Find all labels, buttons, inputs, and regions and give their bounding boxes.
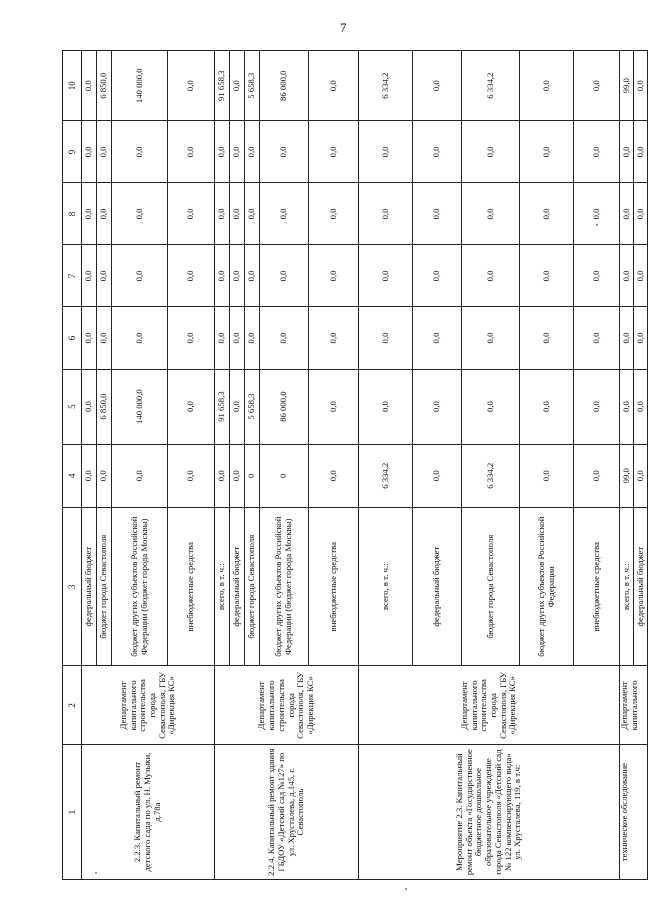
- amount-cell: 6 850,0: [97, 369, 112, 444]
- amount-cell: 0,0: [82, 51, 97, 121]
- amount-cell: 0,0: [359, 183, 413, 245]
- amount-cell: 0,0: [82, 183, 97, 245]
- amount-cell: 0: [245, 444, 260, 507]
- column-number-cell: 2: [63, 666, 82, 745]
- amount-cell: 0,0: [112, 444, 168, 507]
- amount-cell: 0,0: [168, 444, 215, 507]
- amount-cell: 0,0: [245, 245, 260, 307]
- amount-cell: 0,0: [309, 245, 359, 307]
- funding-source-cell: федеральный бюджет: [82, 507, 97, 666]
- executor-cell: Департамент капитального строительства города Севастополя, ГБУ «Дирекция КС»: [215, 666, 359, 745]
- amount-cell: 6 850,0: [97, 51, 112, 121]
- amount-cell: 0,0: [574, 245, 620, 307]
- amount-cell: 6 334,2: [359, 444, 413, 507]
- amount-cell: 0,0: [520, 183, 574, 245]
- amount-cell: 0,0: [574, 307, 620, 369]
- column-number-row: [63, 51, 82, 880]
- amount-cell: 0,0: [97, 444, 112, 507]
- amount-cell: 0,0: [112, 307, 168, 369]
- funding-source-cell: всего, в т. ч.:: [359, 507, 413, 666]
- amount-cell: 140 000,0: [112, 369, 168, 444]
- funding-source-cell: внебюджетные средства: [574, 507, 620, 666]
- amount-cell: 0,0: [520, 245, 574, 307]
- amount-cell: 0,0: [309, 369, 359, 444]
- amount-cell: 0,0: [97, 245, 112, 307]
- amount-cell: 0,0: [520, 369, 574, 444]
- amount-cell: 0,0: [230, 183, 245, 245]
- table-row: [620, 51, 634, 880]
- amount-cell: 0,0: [634, 444, 648, 507]
- amount-cell: 0,0: [260, 245, 309, 307]
- column-number-cell: 9: [63, 121, 82, 183]
- amount-cell: 0,0: [168, 183, 215, 245]
- funding-source-cell: федеральный бюджет: [413, 507, 462, 666]
- amount-cell: 86 000,0: [260, 369, 309, 444]
- amount-cell: 0,0: [230, 369, 245, 444]
- amount-cell: 0,0: [520, 121, 574, 183]
- amount-cell: 86 000,0: [260, 51, 309, 121]
- amount-cell: 0,0: [309, 51, 359, 121]
- amount-cell: 0,0: [260, 307, 309, 369]
- amount-cell: 0,0: [574, 183, 620, 245]
- amount-cell: 0,0: [168, 369, 215, 444]
- column-number-cell: 3: [63, 507, 82, 666]
- column-number-cell: 6: [63, 307, 82, 369]
- amount-cell: 0,0: [97, 307, 112, 369]
- amount-cell: 0,0: [112, 245, 168, 307]
- amount-cell: 91 658,3: [215, 51, 230, 121]
- amount-cell: 99,0: [620, 51, 634, 121]
- amount-cell: 91 658,3: [215, 369, 230, 444]
- amount-cell: 0,0: [462, 369, 520, 444]
- amount-cell: 0,0: [245, 121, 260, 183]
- amount-cell: 0,0: [620, 121, 634, 183]
- amount-cell: 0,0: [260, 121, 309, 183]
- amount-cell: 0,0: [634, 183, 648, 245]
- amount-cell: 0,0: [359, 245, 413, 307]
- amount-cell: 6 334,2: [462, 51, 520, 121]
- amount-cell: 0,0: [413, 245, 462, 307]
- amount-cell: 0,0: [413, 444, 462, 507]
- funding-source-cell: внебюджетные средства: [309, 507, 359, 666]
- amount-cell: 0,0: [245, 307, 260, 369]
- funding-source-cell: федеральный бюджет: [634, 507, 648, 666]
- funding-source-cell: бюджет города Севастополя: [97, 507, 112, 666]
- amount-cell: 0,0: [634, 369, 648, 444]
- amount-cell: 0,0: [574, 51, 620, 121]
- amount-cell: 0,0: [634, 307, 648, 369]
- table-row: [215, 51, 230, 880]
- amount-cell: 0,0: [215, 307, 230, 369]
- amount-cell: 0,0: [520, 51, 574, 121]
- amount-cell: 0,0: [112, 183, 168, 245]
- amount-cell: 0,0: [112, 121, 168, 183]
- amount-cell: 0,0: [230, 307, 245, 369]
- amount-cell: 0,0: [574, 444, 620, 507]
- amount-cell: 0,0: [520, 307, 574, 369]
- amount-cell: 0,0: [215, 121, 230, 183]
- measure-name-cell: Мероприятие 2.3. Капитальный ремонт объекта «Государственное бюджетное дошкольное образовательное учреждение города Севастополя «Детский сад № 122 компенсирующего вида» ул. Хрусталева, 119, в т.ч:: [359, 745, 620, 880]
- amount-cell: 0,0: [245, 183, 260, 245]
- amount-cell: 0,0: [260, 183, 309, 245]
- amount-cell: 0,0: [230, 51, 245, 121]
- amount-cell: 0: [260, 444, 309, 507]
- amount-cell: 0,0: [359, 307, 413, 369]
- amount-cell: 0,0: [309, 183, 359, 245]
- funding-source-cell: внебюджетные средства: [168, 507, 215, 666]
- amount-cell: 0,0: [574, 121, 620, 183]
- amount-cell: 0,0: [620, 245, 634, 307]
- amount-cell: 0,0: [97, 121, 112, 183]
- amount-cell: 0,0: [309, 121, 359, 183]
- funding-source-cell: федеральный бюджет: [230, 507, 245, 666]
- amount-cell: 0,0: [215, 245, 230, 307]
- measure-name-cell: техническое обследование: [620, 745, 648, 880]
- amount-cell: 0,0: [413, 307, 462, 369]
- rotated-table-container: [62, 50, 645, 880]
- amount-cell: 0,0: [462, 121, 520, 183]
- amount-cell: 0,0: [168, 245, 215, 307]
- amount-cell: 0,0: [620, 183, 634, 245]
- amount-cell: 6 334,2: [359, 51, 413, 121]
- funding-source-cell: всего, в т. ч.:: [620, 507, 634, 666]
- amount-cell: 0,0: [413, 183, 462, 245]
- page-number: 7: [340, 20, 347, 35]
- amount-cell: 0,0: [82, 121, 97, 183]
- funding-source-cell: бюджет других субъектов Российской Федерации (бюджет города Москвы): [112, 507, 168, 666]
- amount-cell: 0,0: [82, 307, 97, 369]
- table-row: [359, 51, 413, 880]
- amount-cell: 0,0: [620, 307, 634, 369]
- column-number-cell: 5: [63, 369, 82, 444]
- amount-cell: 0,0: [462, 183, 520, 245]
- measure-name-cell: 2.2.4. Капитальный ремонт здания ГБДОУ «Детский сад №127» по ул. Хрусталева, д.145, г. Севастополь: [215, 745, 359, 880]
- funding-source-cell: всего, в т. ч.:: [215, 507, 230, 666]
- amount-cell: 0,0: [520, 444, 574, 507]
- amount-cell: 0,0: [230, 121, 245, 183]
- funding-source-cell: бюджет города Севастополя: [462, 507, 520, 666]
- scan-speck: [405, 888, 407, 890]
- amount-cell: 0,0: [82, 444, 97, 507]
- funding-source-cell: бюджет других субъектов Российской Федерации: [520, 507, 574, 666]
- amount-cell: 0,0: [82, 245, 97, 307]
- amount-cell: 0,0: [634, 121, 648, 183]
- column-number-cell: 4: [63, 444, 82, 507]
- amount-cell: 0,0: [413, 51, 462, 121]
- scan-speck: [596, 224, 598, 226]
- amount-cell: 0,0: [215, 444, 230, 507]
- column-number-cell: 10: [63, 51, 82, 121]
- amount-cell: 0,0: [97, 183, 112, 245]
- column-number-cell: 8: [63, 183, 82, 245]
- executor-cell: Департамент капитального: [620, 666, 648, 745]
- table-body: [63, 51, 648, 880]
- amount-cell: 0,0: [620, 369, 634, 444]
- amount-cell: 0,0: [168, 307, 215, 369]
- amount-cell: 0,0: [359, 121, 413, 183]
- amount-cell: 0,0: [168, 51, 215, 121]
- funding-source-cell: бюджет других субъектов Российской Федерации (бюджет города Москвы): [260, 507, 309, 666]
- executor-cell: Департамент капитального строительства города Севастополя, ГБУ «Дирекция КС»: [359, 666, 620, 745]
- table-row: [82, 51, 97, 880]
- scan-speck: [95, 872, 97, 874]
- amount-cell: 0,0: [309, 444, 359, 507]
- budget-table: [62, 50, 648, 880]
- amount-cell: 5 658,3: [245, 51, 260, 121]
- amount-cell: 6 334,2: [462, 444, 520, 507]
- amount-cell: 0,0: [413, 121, 462, 183]
- amount-cell: 0,0: [462, 307, 520, 369]
- amount-cell: 0,0: [230, 444, 245, 507]
- amount-cell: 0,0: [230, 245, 245, 307]
- executor-cell: Департамент капитального строительства города Севастополя, ГБУ «Дирекция КС»: [82, 666, 215, 745]
- amount-cell: 5 658,3: [245, 369, 260, 444]
- amount-cell: 0,0: [634, 51, 648, 121]
- amount-cell: 140 000,0: [112, 51, 168, 121]
- amount-cell: 0,0: [168, 121, 215, 183]
- amount-cell: 0,0: [215, 183, 230, 245]
- column-number-cell: 1: [63, 745, 82, 880]
- amount-cell: 0,0: [462, 245, 520, 307]
- amount-cell: 0,0: [634, 245, 648, 307]
- amount-cell: 0,0: [82, 369, 97, 444]
- amount-cell: 0,0: [359, 369, 413, 444]
- amount-cell: 0,0: [574, 369, 620, 444]
- measure-name-cell: 2.2.3. Капитальный ремонт детского сада по ул. Н. Музыки, д.78а: [82, 745, 215, 880]
- amount-cell: 0,0: [309, 307, 359, 369]
- amount-cell: 0,0: [413, 369, 462, 444]
- funding-source-cell: бюджет города Севастополя: [245, 507, 260, 666]
- column-number-cell: 7: [63, 245, 82, 307]
- amount-cell: 99,0: [620, 444, 634, 507]
